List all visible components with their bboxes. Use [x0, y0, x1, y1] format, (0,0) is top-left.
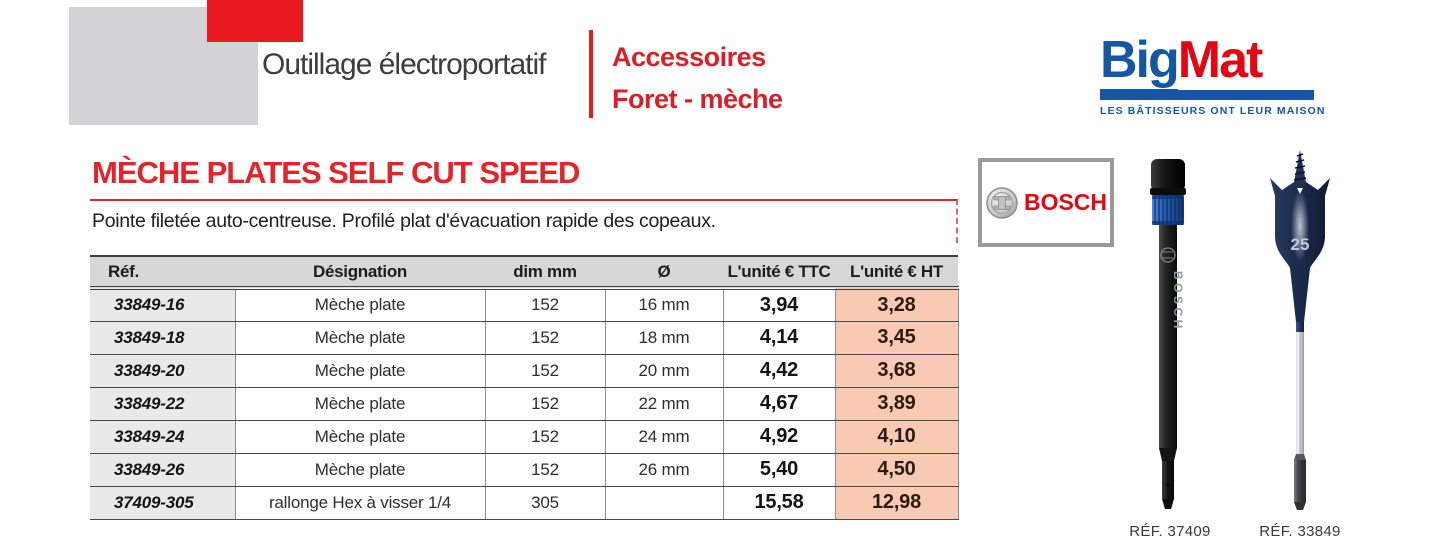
cell-dim: 305 — [485, 486, 605, 519]
table-header-row — [90, 256, 958, 288]
cell-price-ht: 12,98 — [835, 486, 958, 519]
cell-diameter — [605, 486, 723, 519]
cell-diameter: 18 mm — [605, 321, 723, 354]
product-price-table — [90, 255, 959, 520]
category-title: Outillage électroportatif — [262, 48, 546, 81]
column-header-ttc: L'unité € TTC — [723, 256, 835, 288]
bosch-logo-box — [978, 158, 1114, 247]
bigmat-logo-mat: Mat — [1177, 31, 1262, 89]
column-header-designation: Désignation — [235, 256, 485, 288]
cell-ref: 33849-22 — [90, 387, 235, 420]
column-header-diameter: Ø — [605, 256, 723, 288]
table-row — [90, 321, 958, 354]
cell-designation: Mèche plate — [235, 321, 485, 354]
cell-designation: Mèche plate — [235, 453, 485, 486]
subcategory-line-1: Accessoires — [612, 42, 766, 72]
table-row — [90, 453, 958, 486]
cell-price-ttc: 4,67 — [723, 387, 835, 420]
bigmat-logo-big: Big — [1100, 31, 1178, 95]
cell-designation: Mèche plate — [235, 288, 485, 321]
cell-dim: 152 — [485, 453, 605, 486]
cell-price-ht: 4,10 — [835, 420, 958, 453]
extension-blue-collar — [1152, 195, 1184, 225]
cell-ref: 33849-20 — [90, 354, 235, 387]
table-row — [90, 354, 958, 387]
cell-price-ht: 3,68 — [835, 354, 958, 387]
column-header-ref: Réf. — [90, 256, 235, 288]
cell-dim: 152 — [485, 354, 605, 387]
cell-price-ttc: 4,42 — [723, 354, 835, 387]
cell-price-ttc: 4,14 — [723, 321, 835, 354]
column-header-dim: dim mm — [485, 256, 605, 288]
cell-dim: 152 — [485, 420, 605, 453]
cell-designation: Mèche plate — [235, 354, 485, 387]
cell-diameter: 16 mm — [605, 288, 723, 321]
table-row — [90, 387, 958, 420]
table-row — [90, 420, 958, 453]
cell-ref: 33849-18 — [90, 321, 235, 354]
cell-price-ht: 3,89 — [835, 387, 958, 420]
cell-price-ttc: 4,92 — [723, 420, 835, 453]
subcategory-line-2: Foret - mèche — [612, 84, 783, 114]
extension-hex-shank — [1159, 448, 1177, 509]
caption-extension-ref: RÉF. 37409 — [1129, 523, 1211, 540]
bosch-armature-icon — [985, 186, 1019, 220]
cell-dim: 152 — [485, 387, 605, 420]
header-divider — [589, 30, 593, 118]
extension-top-cap — [1150, 159, 1186, 195]
bosch-logo-text: BOSCH — [1023, 189, 1108, 215]
cell-ref: 37409-305 — [90, 486, 235, 519]
cell-dim: 152 — [485, 321, 605, 354]
logo-red-square — [207, 0, 303, 42]
bigmat-logo — [1100, 31, 1326, 117]
bigmat-tagline: LES BÂTISSEURS ONT LEUR MAISON — [1100, 105, 1326, 117]
cell-price-ttc: 3,94 — [723, 288, 835, 321]
cell-designation: Mèche plate — [235, 387, 485, 420]
cell-price-ttc: 15,58 — [723, 486, 835, 519]
cell-dim: 152 — [485, 288, 605, 321]
cell-price-ht: 4,50 — [835, 453, 958, 486]
cell-price-ht: 3,28 — [835, 288, 958, 321]
bigmat-logo-text — [1100, 31, 1318, 89]
section-description: Pointe filetée auto-centreuse. Profilé plat d'évacuation rapide des copeaux. — [92, 210, 716, 232]
section-description-box — [90, 199, 958, 243]
cell-price-ttc: 5,40 — [723, 453, 835, 486]
table-row — [90, 288, 958, 321]
cell-ref: 33849-26 — [90, 453, 235, 486]
column-header-ht: L'unité € HT — [835, 256, 958, 288]
cell-diameter: 26 mm — [605, 453, 723, 486]
cell-designation: Mèche plate — [235, 420, 485, 453]
cell-price-ht: 3,45 — [835, 321, 958, 354]
cell-diameter: 20 mm — [605, 354, 723, 387]
spade-blade — [1270, 178, 1330, 322]
product-image-spade-bit — [1258, 148, 1342, 512]
extension-shaft-brand-label: BOSCH — [1171, 271, 1185, 332]
section-title: MÈCHE PLATES SELF CUT SPEED — [92, 155, 580, 190]
cell-designation: rallonge Hex à visser 1/4 — [235, 486, 485, 519]
caption-spade-ref: RÉF. 33849 — [1259, 523, 1341, 540]
extension-shaft — [1159, 225, 1185, 448]
product-image-extension-rod — [1138, 155, 1198, 515]
spade-shaft — [1296, 322, 1304, 454]
cell-ref: 33849-16 — [90, 288, 235, 321]
spade-thread-tip — [1293, 150, 1307, 188]
cell-ref: 33849-24 — [90, 420, 235, 453]
spade-hex-shank — [1294, 454, 1306, 510]
cell-diameter: 24 mm — [605, 420, 723, 453]
spade-size-label: 25 — [1290, 235, 1310, 254]
cell-diameter: 22 mm — [605, 387, 723, 420]
table-row — [90, 486, 958, 519]
